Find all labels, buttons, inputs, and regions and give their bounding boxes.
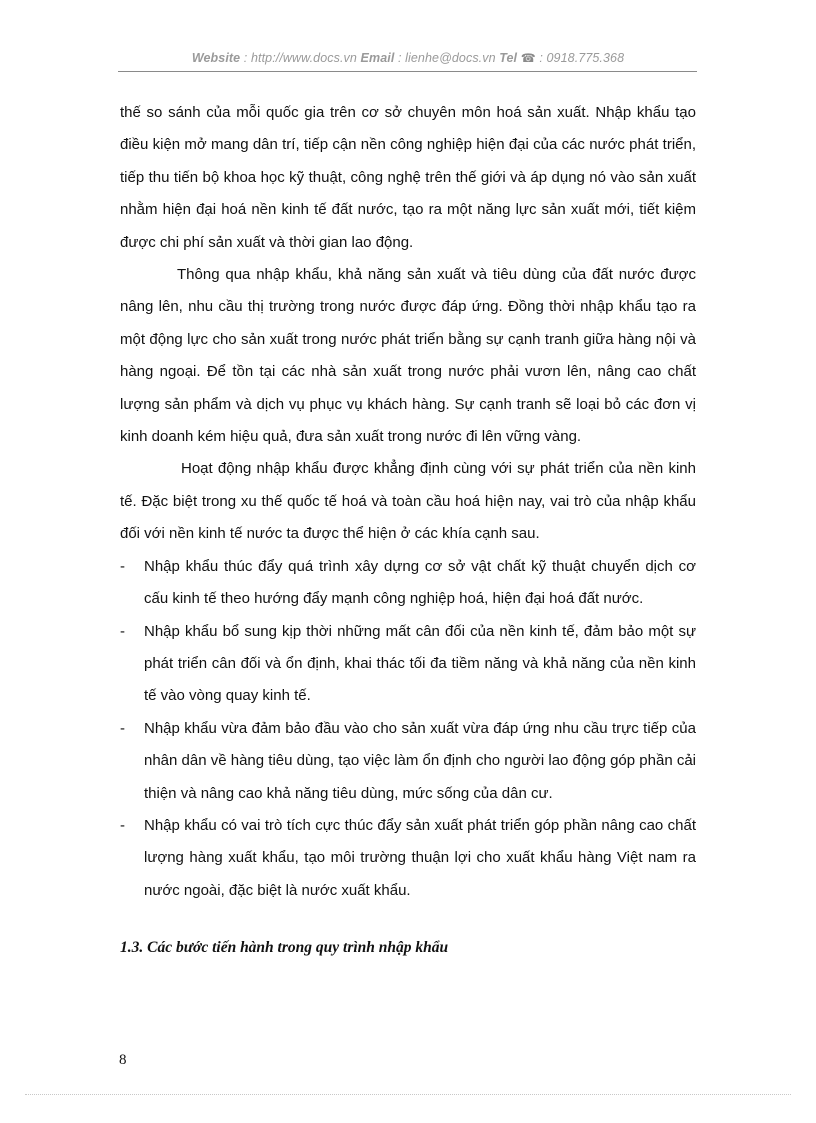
body-paragraph-1: thế so sánh của mỗi quốc gia trên cơ sở chuyên môn hoá sản xuất. Nhập khẩu tạo điều kiện mở mang dân trí, tiếp cận nền công nghiệp hiện đại của các nước phát triển, tiếp thu tiến bộ khoa học kỹ thuật, công nghệ trên thế giới và áp dụng nó vào sản xuất nhằm hiện đại hoá nền kinh tế đất nước, tạo ra một năng lực sản xuất mới, tiết kiệm được chi phí sản xuất và thời gian lao động. bbox=[120, 104, 696, 251]
email-label: Email bbox=[360, 51, 395, 65]
page-number: 8 bbox=[119, 1052, 127, 1068]
list-item bbox=[120, 810, 696, 907]
website-value: : http://www.docs.vn bbox=[240, 51, 361, 65]
list-item-text: Nhập khẩu thúc đẩy quá trình xây dựng cơ sở vật chất kỹ thuật chuyển dịch cơ cấu kinh tế theo hướng đẩy mạnh công nghiệp hoá, hiện đại hoá đất nước. bbox=[144, 557, 696, 608]
body-paragraph-3: Hoạt động nhập khẩu được khẳng định cùng với sự phát triển của nền kinh tế. Đặc biệt trong xu thế quốc tế hoá và toàn cầu hoá hiện nay, vai trò của nhập khẩu đối với nền kinh tế nước ta được thể hiện ở các khía cạnh sau. bbox=[120, 460, 696, 543]
bullet-dash: - bbox=[120, 622, 125, 640]
footer-divider bbox=[25, 1094, 791, 1095]
bullet-dash: - bbox=[120, 719, 125, 737]
list-item-text: Nhập khẩu vừa đảm bảo đầu vào cho sản xuất vừa đáp ứng nhu cầu trực tiếp của nhân dân về hàng tiêu dùng, tạo việc làm ổn định cho người lao động góp phần cải thiện và nâng cao khả năng tiêu dùng, mức sống của dân cư. bbox=[144, 719, 696, 802]
tel-label: Tel bbox=[499, 51, 518, 65]
list-item bbox=[120, 616, 696, 713]
website-label: Website bbox=[191, 51, 241, 65]
body-paragraph-2: Thông qua nhập khẩu, khả năng sản xuất và tiêu dùng của đất nước được nâng lên, nhu cầu thị trường trong nước được đáp ứng. Đồng thời nhập khẩu tạo ra một động lực cho sản xuất trong nước phát triển bằng sự cạnh tranh giữa hàng nội và hàng ngoại. Để tồn tại các nhà sản xuất trong nước phải vươn lên, nâng cao chất lượng sản phẩm và dịch vụ phục vụ khách hàng. Sự cạnh tranh sẽ loại bỏ các đơn vị kinh doanh kém hiệu quả, đưa sản xuất trong nước đi lên vững vàng. bbox=[120, 266, 696, 446]
list-item-text: Nhập khẩu bổ sung kịp thời những mất cân đối của nền kinh tế, đảm bảo một sự phát triển cân đối và ổn định, khai thác tối đa tiềm năng và khả năng của nền kinh tế vào vòng quay kinh tế. bbox=[144, 622, 696, 705]
bullet-list bbox=[120, 551, 696, 907]
section-heading: 1.3. Các bước tiến hành trong quy trình nhập khẩu bbox=[120, 939, 449, 956]
tel-value: : 0918.775.368 bbox=[535, 51, 625, 65]
telephone-icon: ☎ bbox=[520, 51, 536, 65]
bullet-dash: - bbox=[120, 557, 125, 575]
list-item bbox=[120, 551, 696, 616]
header-divider bbox=[118, 71, 697, 72]
page-header bbox=[118, 51, 698, 65]
list-item bbox=[120, 713, 696, 810]
document-body bbox=[120, 97, 696, 907]
email-value: : lienhe@docs.vn bbox=[394, 51, 500, 65]
bullet-dash: - bbox=[120, 816, 125, 834]
list-item-text: Nhập khẩu có vai trò tích cực thúc đẩy sản xuất phát triển góp phần nâng cao chất lượng hàng xuất khẩu, tạo môi trường thuận lợi cho xuất khẩu hàng Việt nam ra nước ngoài, đặc biệt là nước xuất khẩu. bbox=[144, 816, 696, 899]
